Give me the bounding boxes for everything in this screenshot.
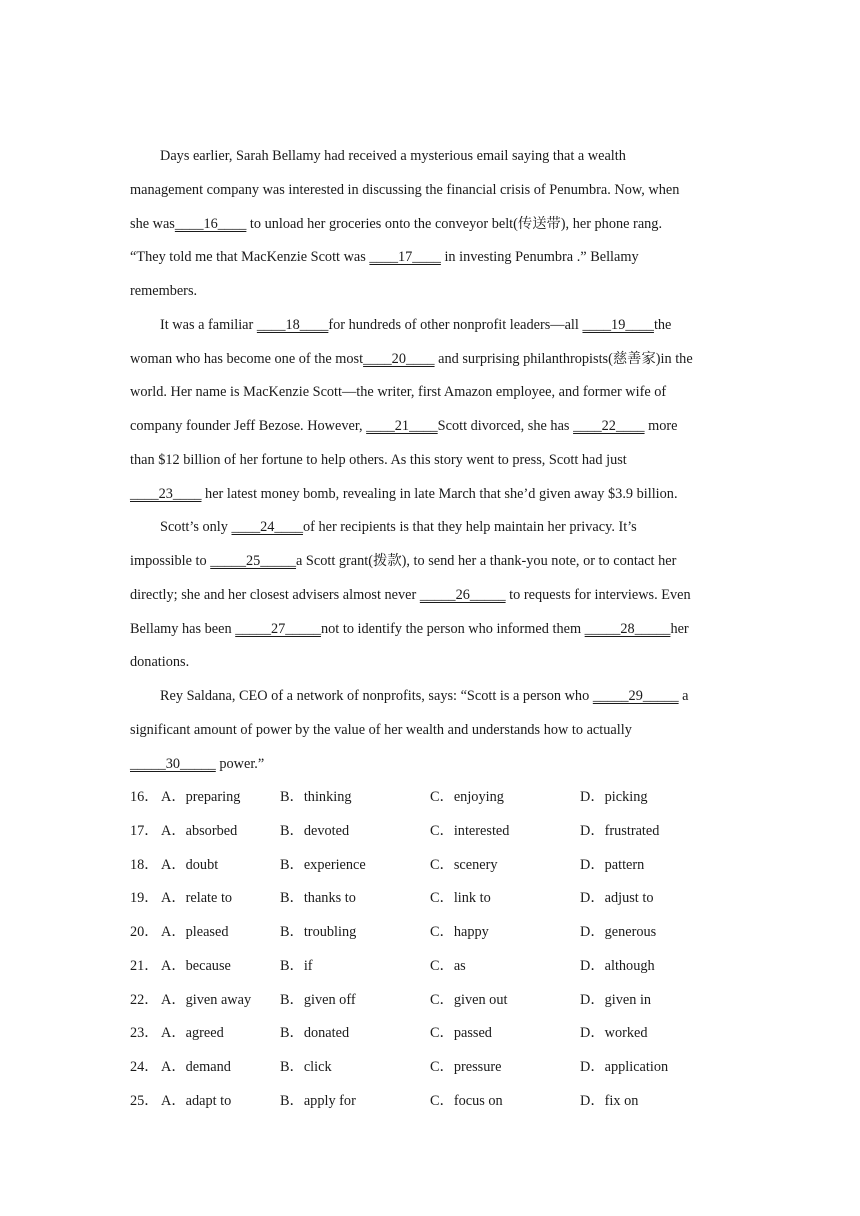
option-c: C．scenery	[430, 856, 498, 873]
passage-line	[130, 346, 730, 380]
passage-line	[130, 278, 730, 312]
question-row	[130, 885, 730, 919]
passage-text: “They told me that MacKenzie Scott was	[130, 249, 370, 266]
question-number: 19．	[130, 890, 159, 907]
question-number: 22．	[130, 991, 159, 1008]
passage-line	[130, 548, 730, 582]
passage-text: than $12 billion of her fortune to help others. As this story went to press, Scott had just	[130, 451, 627, 468]
question-row	[130, 1020, 730, 1054]
option-d: D．picking	[580, 789, 648, 805]
passage-line	[130, 514, 730, 548]
option-c: C．pressure	[430, 1059, 502, 1075]
question-row	[130, 919, 730, 953]
passage-text: power.”	[215, 755, 265, 772]
passage-line	[130, 649, 730, 683]
passage-text: It was a familiar	[160, 316, 257, 333]
option-d: D．adjust to	[580, 890, 654, 907]
passage-line	[130, 211, 730, 245]
passage-line	[130, 143, 730, 177]
passage-text: more	[644, 418, 678, 434]
option-a: A．given away	[161, 991, 252, 1008]
question-row	[130, 818, 730, 852]
question-row	[130, 852, 730, 886]
option-b: B．devoted	[280, 822, 350, 839]
blank-18: ____18____	[256, 316, 329, 333]
question-number: 23．	[130, 1025, 159, 1042]
passage-text: company founder Jeff Bezose. However,	[130, 418, 367, 434]
passage-line	[130, 616, 730, 650]
blank-25: _____25_____	[210, 553, 297, 569]
passage-text: Scott’s only	[160, 519, 232, 536]
passage-line	[130, 312, 730, 346]
blank-22: ____22____	[573, 418, 645, 434]
passage-line	[130, 751, 730, 785]
passage-line	[130, 717, 730, 751]
option-a: A．adapt to	[161, 1092, 232, 1109]
option-d: D．although	[580, 957, 655, 974]
option-d: D．given in	[580, 991, 652, 1008]
option-c: C．enjoying	[430, 789, 504, 805]
option-b: B．given off	[280, 991, 356, 1008]
option-c: C．as	[430, 957, 466, 974]
passage-line	[130, 481, 730, 515]
option-a: A．absorbed	[161, 822, 238, 839]
option-b: B．troubling	[280, 924, 357, 940]
blank-21: ____21____	[366, 418, 438, 434]
option-b: B．apply for	[280, 1092, 356, 1109]
option-d: D．generous	[580, 924, 657, 940]
blank-30: _____30_____	[130, 755, 216, 772]
option-c: C．link to	[430, 890, 491, 907]
passage-text: significant amount of power by the value of her wealth and understands how to actually	[130, 721, 632, 738]
passage-text: Scott divorced, she has	[437, 418, 574, 434]
option-c: C．interested	[430, 822, 510, 839]
option-d: D．application	[580, 1059, 669, 1075]
passage-text: not to identify the person who informed them	[321, 620, 585, 637]
option-a: A．demand	[161, 1059, 231, 1075]
option-a: A．relate to	[161, 890, 233, 907]
passage-line	[130, 683, 730, 717]
passage-text: of her recipients is that they help maintain her privacy. It’s	[302, 519, 637, 536]
option-b: B．donated	[280, 1025, 350, 1042]
blank-23: ____23____	[130, 485, 202, 502]
blank-20: ____20____	[363, 350, 435, 367]
passage-line	[130, 447, 730, 481]
question-number: 18．	[130, 856, 159, 873]
blank-26: _____26_____	[419, 586, 506, 603]
option-b: B．if	[280, 957, 313, 974]
passage-line	[130, 244, 730, 278]
option-b: B．thinking	[280, 789, 352, 805]
question-number: 24．	[130, 1059, 159, 1075]
option-d: D．pattern	[580, 856, 645, 873]
passage-text: a Scott grant(拨款), to send her a thank-you note, or to contact her	[296, 553, 677, 569]
option-d: D．frustrated	[580, 822, 660, 839]
passage-text: woman who has become one of the most	[130, 350, 364, 367]
passage-line	[130, 379, 730, 413]
option-c: C．focus on	[430, 1092, 503, 1109]
cloze-passage	[130, 143, 730, 784]
passage-text: remembers.	[130, 283, 198, 299]
question-row	[130, 1054, 730, 1088]
option-a: A．pleased	[161, 924, 229, 940]
blank-16: ____16____	[174, 215, 247, 232]
passage-line	[130, 582, 730, 616]
passage-text: management company was interested in discussing the financial crisis of Penumbra. Now, when	[130, 181, 680, 198]
passage-text: a	[678, 688, 689, 704]
blank-19: ____19____	[582, 316, 654, 333]
question-row	[130, 1088, 730, 1122]
passage-text: to requests for interviews. Even	[505, 586, 691, 603]
option-a: A．doubt	[161, 856, 219, 873]
question-number: 20．	[130, 924, 159, 940]
question-row	[130, 987, 730, 1021]
option-d: D．worked	[580, 1025, 648, 1042]
passage-text: she was	[130, 215, 175, 232]
passage-text: Days earlier, Sarah Bellamy had received a mysterious email saying that a wealth	[160, 148, 626, 164]
passage-text: the	[653, 316, 672, 333]
option-c: C．given out	[430, 991, 508, 1008]
passage-text: Rey Saldana, CEO of a network of nonprofits, says: “Scott is a person who	[160, 688, 593, 704]
option-d: D．fix on	[580, 1092, 639, 1109]
option-a: A．preparing	[161, 789, 241, 805]
question-row	[130, 784, 730, 818]
blank-29: _____29_____	[592, 688, 679, 704]
passage-text: for hundreds of other nonprofit leaders—all	[328, 316, 583, 333]
blank-17: ____17____	[369, 249, 441, 266]
option-b: B．thanks to	[280, 890, 356, 907]
option-b: B．experience	[280, 856, 366, 873]
passage-text: directly; she and her closest advisers almost never	[130, 586, 420, 603]
passage-text: Bellamy has been	[130, 620, 236, 637]
option-b: B．click	[280, 1059, 332, 1075]
passage-text: in investing Penumbra .” Bellamy	[440, 249, 639, 266]
question-number: 16．	[130, 789, 159, 805]
passage-text: to unload her groceries onto the conveyor belt(传送带), her phone rang.	[246, 215, 663, 232]
passage-text: world. Her name is MacKenzie Scott—the writer, first Amazon employee, and former wife of	[130, 384, 667, 401]
blank-27: _____27_____	[235, 620, 321, 637]
option-a: A．because	[161, 957, 231, 974]
passage-line	[130, 413, 730, 447]
passage-line	[130, 177, 730, 211]
option-c: C．passed	[430, 1025, 492, 1042]
question-number: 17．	[130, 822, 159, 839]
blank-28: _____28_____	[584, 620, 671, 637]
option-a: A．agreed	[161, 1025, 224, 1042]
passage-text: donations.	[130, 654, 190, 671]
blank-24: ____24____	[231, 519, 303, 536]
passage-text: impossible to	[130, 553, 211, 569]
question-number: 25．	[130, 1092, 159, 1109]
passage-text: and surprising philanthropists(慈善家)in the	[434, 350, 693, 367]
question-number: 21．	[130, 957, 159, 974]
passage-text: her latest money bomb, revealing in late March that she’d given away $3.9 billion.	[201, 485, 678, 502]
option-c: C．happy	[430, 924, 489, 940]
answer-options	[130, 784, 730, 1122]
question-row	[130, 953, 730, 987]
passage-text: her	[670, 620, 689, 637]
